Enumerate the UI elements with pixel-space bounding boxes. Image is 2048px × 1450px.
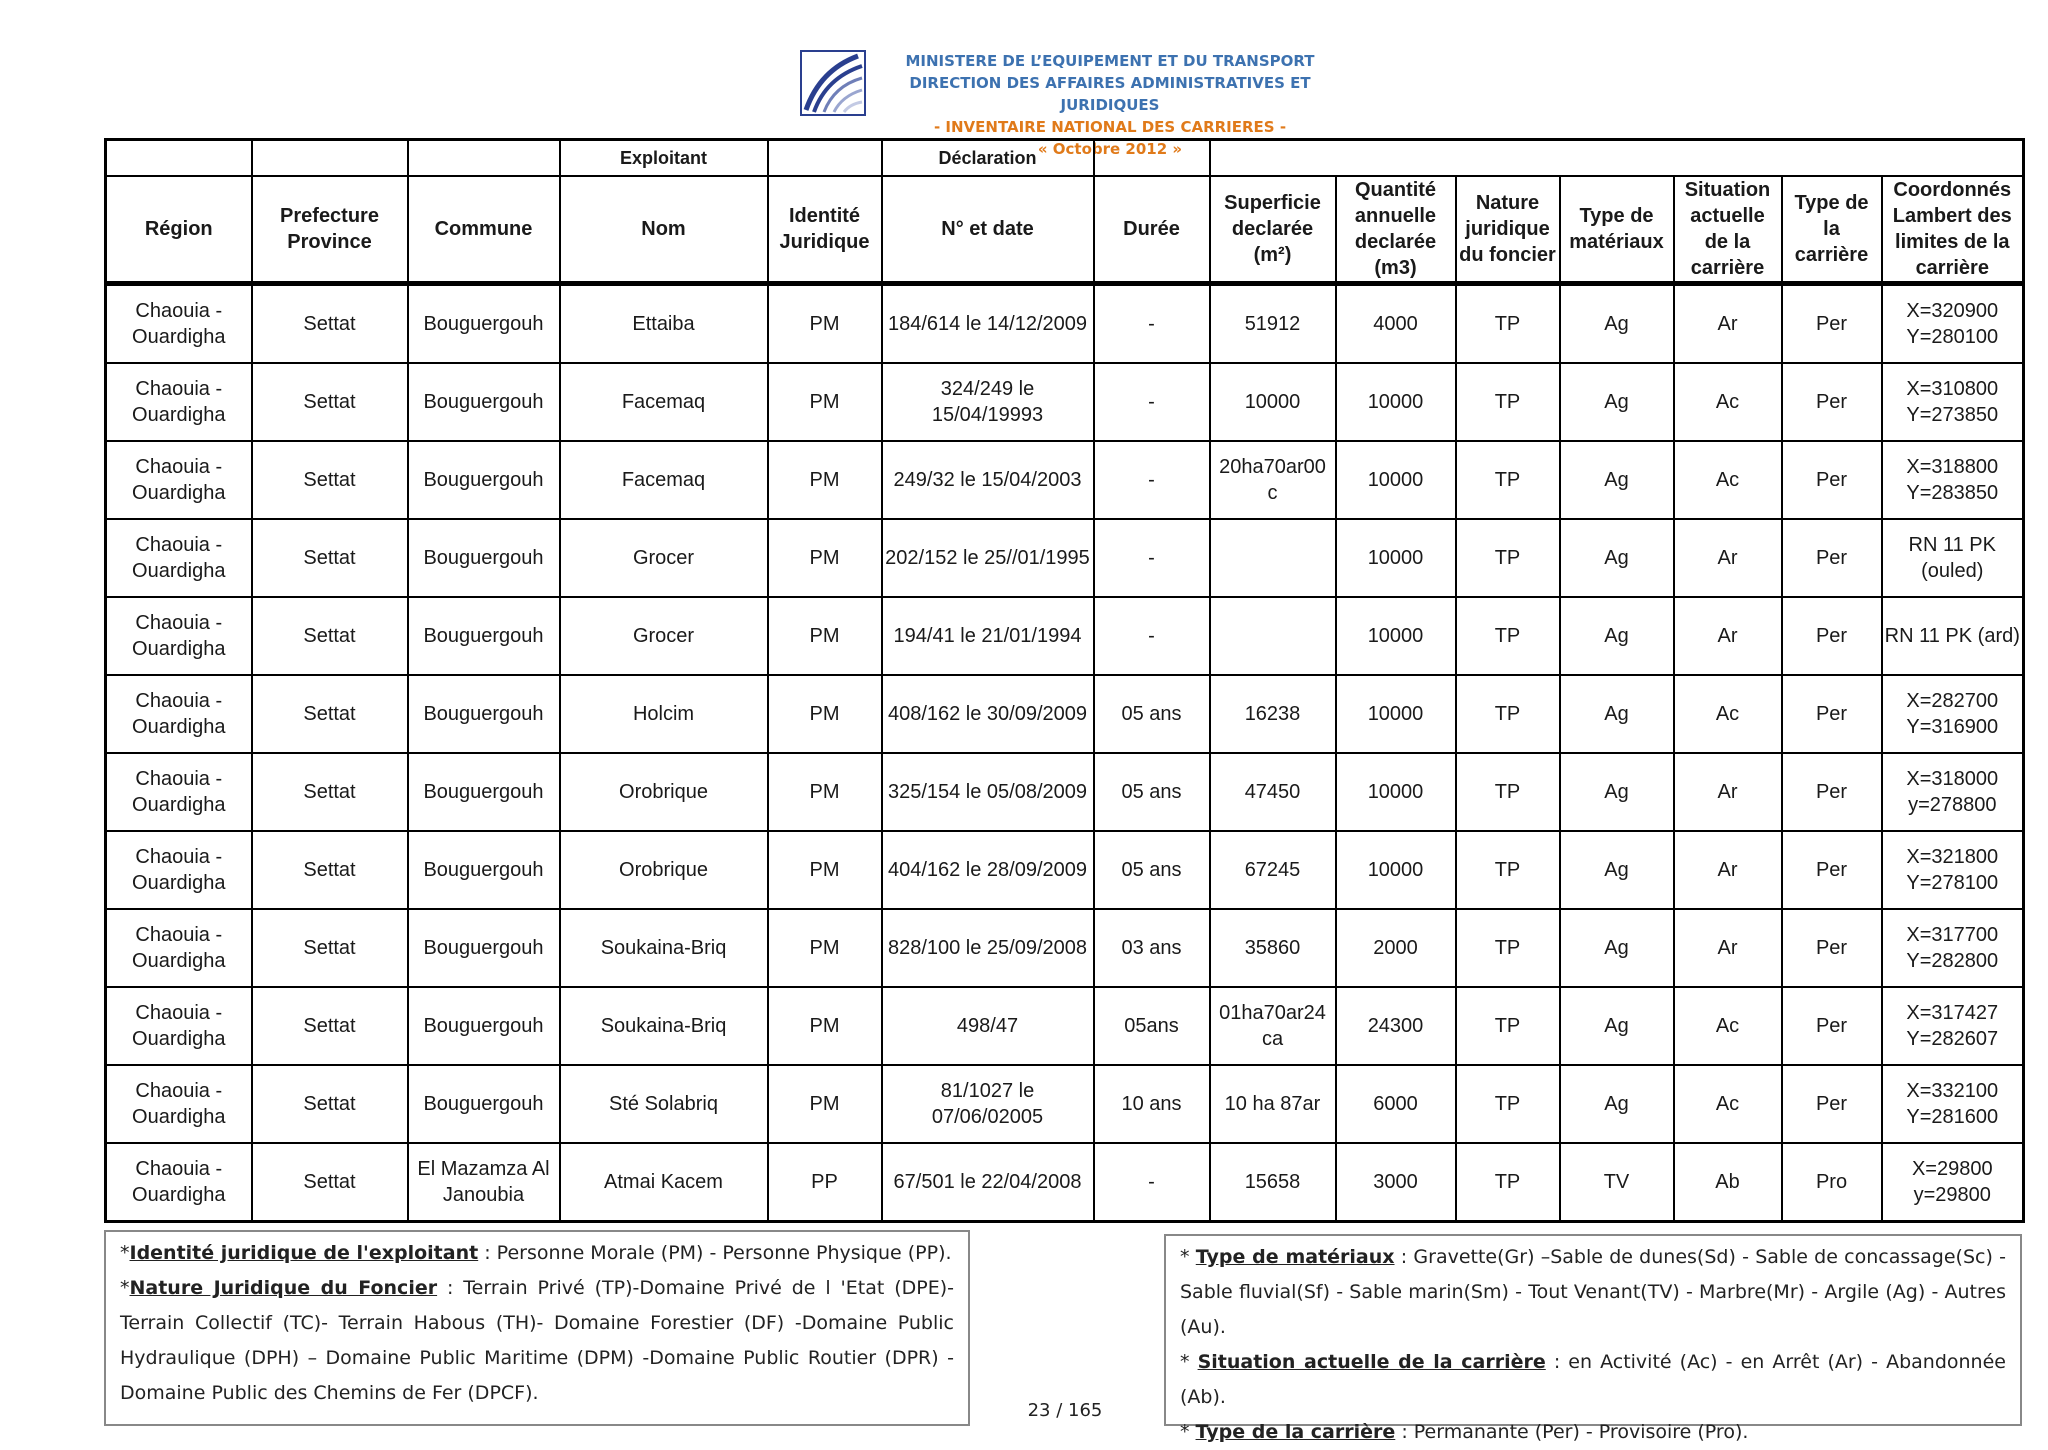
table-cell: TP: [1456, 363, 1560, 441]
table-cell: PP: [768, 1143, 882, 1222]
table-cell: Settat: [252, 1143, 408, 1222]
table-cell: 16238: [1210, 675, 1336, 753]
table-cell: Settat: [252, 284, 408, 364]
table-cell: Ettaiba: [560, 284, 768, 364]
table-cell: -: [1094, 441, 1210, 519]
table-cell: PM: [768, 831, 882, 909]
table-cell: Ac: [1674, 1065, 1782, 1143]
legend-type-title: Type de la carrière: [1195, 1421, 1396, 1443]
table-cell: Settat: [252, 441, 408, 519]
table-row: [106, 987, 2024, 1065]
table-cell: PM: [768, 987, 882, 1065]
table-row: [106, 1143, 2024, 1222]
page-number: 23 / 165: [1027, 1400, 1103, 1421]
table-cell: X=29800 y=29800: [1882, 1143, 2024, 1222]
table-cell: -: [1094, 597, 1210, 675]
table-row: [106, 1065, 2024, 1143]
table-cell: Bouguergouh: [408, 675, 560, 753]
header-line-date: « Octobre 2012 »: [1037, 140, 1183, 158]
table-cell: Bouguergouh: [408, 441, 560, 519]
column-header: Commune: [408, 176, 560, 284]
table-cell: Settat: [252, 909, 408, 987]
table-cell: 51912: [1210, 284, 1336, 364]
column-header: Coordonnés Lambert des limites de la carrière: [1882, 176, 2024, 284]
table-cell: 10000: [1336, 831, 1456, 909]
table-cell: PM: [768, 519, 882, 597]
table-cell: PM: [768, 675, 882, 753]
table-cell: Atmai Kacem: [560, 1143, 768, 1222]
table-cell: Ag: [1560, 831, 1674, 909]
table-cell: 10000: [1336, 363, 1456, 441]
table-cell: -: [1094, 284, 1210, 364]
table-cell: Ag: [1560, 284, 1674, 364]
table-cell: 184/614 le 14/12/2009: [882, 284, 1094, 364]
legend-type-text: : Permanante (Per) - Provisoire (Pro).: [1395, 1421, 1749, 1443]
table-row: [106, 363, 2024, 441]
table-row: [106, 597, 2024, 675]
table-cell: Ag: [1560, 753, 1674, 831]
table-cell: 202/152 le 25//01/1995: [882, 519, 1094, 597]
legend-nature-title: Nature Juridique du Foncier: [129, 1277, 438, 1299]
table-cell: X=321800 Y=278100: [1882, 831, 2024, 909]
table-cell: 324/249 le 15/04/19993: [882, 363, 1094, 441]
column-header: Situation actuelle de la carrière: [1674, 176, 1782, 284]
table-cell: Per: [1782, 363, 1882, 441]
table-cell: 67/501 le 22/04/2008: [882, 1143, 1094, 1222]
table-cell: Ar: [1674, 519, 1782, 597]
table-cell: X=282700 Y=316900: [1882, 675, 2024, 753]
table-cell: 20ha70ar00 c: [1210, 441, 1336, 519]
column-header: Région: [106, 176, 252, 284]
legend-identite-title: Identité juridique de l'exploitant: [129, 1242, 479, 1264]
table-cell: PM: [768, 441, 882, 519]
table-cell: -: [1094, 363, 1210, 441]
legend-right: [1164, 1234, 2022, 1443]
table-cell: X=318800 Y=283850: [1882, 441, 2024, 519]
table-cell: 10 ans: [1094, 1065, 1210, 1143]
table-row: [106, 284, 2024, 364]
table-cell: Per: [1782, 909, 1882, 987]
table-cell: Orobrique: [560, 831, 768, 909]
table-row: [106, 909, 2024, 987]
table-cell: PM: [768, 363, 882, 441]
table-cell: El Mazamza Al Janoubia: [408, 1143, 560, 1222]
table-cell: TP: [1456, 1143, 1560, 1222]
table-cell: 325/154 le 05/08/2009: [882, 753, 1094, 831]
group-header-exploitant: Exploitant: [560, 140, 768, 177]
table-cell: 67245: [1210, 831, 1336, 909]
header-line-inventory: - INVENTAIRE NATIONAL DES CARRIERES -: [933, 118, 1287, 136]
table-row: [106, 519, 2024, 597]
table-cell: Ac: [1674, 675, 1782, 753]
table-cell: X=320900 Y=280100: [1882, 284, 2024, 364]
column-header: Nature juridique du foncier: [1456, 176, 1560, 284]
table-cell: TP: [1456, 441, 1560, 519]
table-cell: Pro: [1782, 1143, 1882, 1222]
ministry-logo-icon: [800, 50, 866, 116]
table-cell: Chaouia - Ouardigha: [106, 363, 252, 441]
table-cell: Ac: [1674, 987, 1782, 1065]
table-cell: TP: [1456, 753, 1560, 831]
table-cell: 35860: [1210, 909, 1336, 987]
table-cell: 10000: [1336, 675, 1456, 753]
table-cell: RN 11 PK (ard): [1882, 597, 2024, 675]
table-cell: Ag: [1560, 441, 1674, 519]
quarry-inventory-table: [104, 138, 2025, 1223]
table-cell: Ar: [1674, 831, 1782, 909]
table-cell: TP: [1456, 284, 1560, 364]
table-cell: Per: [1782, 519, 1882, 597]
table-cell: 498/47: [882, 987, 1094, 1065]
column-header: Identité Juridique: [768, 176, 882, 284]
table-cell: PM: [768, 284, 882, 364]
table-cell: 828/100 le 25/09/2008: [882, 909, 1094, 987]
legend-situation: * Situation actuelle de la carrière : en Activité (Ac) - en Arrêt (Ar) - Abandonnée (Ab).: [1180, 1351, 2006, 1408]
legend-type: * Type de la carrière : Permanante (Per) - Provisoire (Pro).: [1180, 1421, 1749, 1443]
table-cell: Ag: [1560, 987, 1674, 1065]
column-header: N° et date: [882, 176, 1094, 284]
table-cell: Ar: [1674, 909, 1782, 987]
table-cell: Settat: [252, 675, 408, 753]
table-cell: Bouguergouh: [408, 987, 560, 1065]
group-header-declaration: Déclaration: [882, 140, 1094, 177]
table-cell: Sté Solabriq: [560, 1065, 768, 1143]
table-cell: -: [1094, 1143, 1210, 1222]
table-cell: X=318000 y=278800: [1882, 753, 2024, 831]
column-header: Quantité annuelle declarée (m3): [1336, 176, 1456, 284]
table-cell: Chaouia - Ouardigha: [106, 909, 252, 987]
table-cell: Settat: [252, 987, 408, 1065]
table-cell: X=317427 Y=282607: [1882, 987, 2024, 1065]
column-header: Type de la carrière: [1782, 176, 1882, 284]
table-row: [106, 675, 2024, 753]
table-cell: Chaouia - Ouardigha: [106, 1143, 252, 1222]
table-cell: Per: [1782, 1065, 1882, 1143]
table-row: [106, 753, 2024, 831]
table-cell: Ar: [1674, 597, 1782, 675]
table-cell: Orobrique: [560, 753, 768, 831]
table-cell: Per: [1782, 284, 1882, 364]
table-cell: Bouguergouh: [408, 831, 560, 909]
table-cell: 2000: [1336, 909, 1456, 987]
legend-materiaux-text: : Gravette(Gr) –Sable de dunes(Sd) - Sable de concassage(Sc) - Sable fluvial(Sf) - Sable marin(Sm) - Tout Venant(TV) - Marbre(Mr) - Argile (Ag) - Autres (Au).: [1180, 1246, 2006, 1338]
legend-materiaux: * Type de matériaux : Gravette(Gr) –Sable de dunes(Sd) - Sable de concassage(Sc) - Sable fluvial(Sf) - Sable marin(Sm) - Tout Venant(TV) - Marbre(Mr) - Argile (Ag) - Autres (Au).: [1180, 1246, 2006, 1338]
table-cell: Chaouia - Ouardigha: [106, 753, 252, 831]
table-cell: PM: [768, 909, 882, 987]
header-line-direction: DIRECTION DES AFFAIRES ADMINISTRATIVES ET JURIDIQUES: [909, 74, 1311, 114]
table-cell: Chaouia - Ouardigha: [106, 1065, 252, 1143]
table-cell: 15658: [1210, 1143, 1336, 1222]
table-cell: Bouguergouh: [408, 363, 560, 441]
table-cell: Facemaq: [560, 441, 768, 519]
table-cell: 10000: [1336, 441, 1456, 519]
table-cell: Ab: [1674, 1143, 1782, 1222]
table-cell: Soukaina-Briq: [560, 987, 768, 1065]
table-cell: 01ha70ar24 ca: [1210, 987, 1336, 1065]
column-header: Nom: [560, 176, 768, 284]
table-cell: 03 ans: [1094, 909, 1210, 987]
table-cell: Bouguergouh: [408, 597, 560, 675]
table-cell: TP: [1456, 675, 1560, 753]
table-cell: Ag: [1560, 519, 1674, 597]
table-cell: Chaouia - Ouardigha: [106, 519, 252, 597]
table-cell: [1210, 597, 1336, 675]
table-cell: 4000: [1336, 284, 1456, 364]
column-header: Type de matériaux: [1560, 176, 1674, 284]
column-header: Durée: [1094, 176, 1210, 284]
column-header: Superficie declarée (m²): [1210, 176, 1336, 284]
table-cell: Chaouia - Ouardigha: [106, 987, 252, 1065]
legend-left: [104, 1230, 970, 1426]
table-cell: Settat: [252, 831, 408, 909]
table-cell: Settat: [252, 753, 408, 831]
table-cell: 24300: [1336, 987, 1456, 1065]
table-body: [106, 284, 2024, 1222]
table-cell: Holcim: [560, 675, 768, 753]
table-cell: PM: [768, 597, 882, 675]
table-cell: 10000: [1336, 597, 1456, 675]
table-cell: Grocer: [560, 519, 768, 597]
table-cell: 10000: [1336, 519, 1456, 597]
table-cell: PM: [768, 753, 882, 831]
legend-nature: *Nature Juridique du Foncier : Terrain Privé (TP)-Domaine Privé de l 'Etat (DPE)- Terrain Collectif (TC)- Terrain Habous (TH)- Domaine Forestier (DF) -Domaine Public Hydraulique (DPH) – Domaine Public Maritime (DPM) -Domaine Public Routier (DPR) - Domaine Public des Chemins de Fer (DPCF).: [120, 1277, 955, 1404]
table-cell: TP: [1456, 831, 1560, 909]
table-cell: TV: [1560, 1143, 1674, 1222]
table-cell: Chaouia - Ouardigha: [106, 284, 252, 364]
table-cell: Ag: [1560, 363, 1674, 441]
table-cell: 249/32 le 15/04/2003: [882, 441, 1094, 519]
table-cell: Bouguergouh: [408, 753, 560, 831]
column-header-row: [106, 176, 2024, 284]
header-line-ministry: MINISTERE DE L’EQUIPEMENT ET DU TRANSPORT: [905, 52, 1315, 70]
table-cell: Per: [1782, 831, 1882, 909]
table-cell: Ag: [1560, 597, 1674, 675]
legend-situation-title: Situation actuelle de la carrière: [1197, 1351, 1546, 1373]
table-cell: Ag: [1560, 1065, 1674, 1143]
table-cell: Facemaq: [560, 363, 768, 441]
table-cell: Ac: [1674, 441, 1782, 519]
table-cell: 05 ans: [1094, 675, 1210, 753]
table-cell: Settat: [252, 519, 408, 597]
table-cell: Per: [1782, 675, 1882, 753]
table-cell: Ag: [1560, 675, 1674, 753]
table-cell: Bouguergouh: [408, 284, 560, 364]
legend-materiaux-title: Type de matériaux: [1195, 1246, 1395, 1268]
legend-identite: *Identité juridique de l'exploitant : Personne Morale (PM) - Personne Physique (PP).: [120, 1242, 952, 1264]
group-header-row: [106, 140, 2024, 177]
table-cell: 81/1027 le 07/06/02005: [882, 1065, 1094, 1143]
table-cell: 05 ans: [1094, 831, 1210, 909]
table-cell: -: [1094, 519, 1210, 597]
table-cell: Bouguergouh: [408, 909, 560, 987]
table-cell: Grocer: [560, 597, 768, 675]
table-cell: Ag: [1560, 909, 1674, 987]
table-cell: 404/162 le 28/09/2009: [882, 831, 1094, 909]
table-cell: Chaouia - Ouardigha: [106, 441, 252, 519]
table-cell: Bouguergouh: [408, 1065, 560, 1143]
table-cell: 10000: [1336, 753, 1456, 831]
table-cell: Soukaina-Briq: [560, 909, 768, 987]
table-cell: Settat: [252, 363, 408, 441]
table-cell: 10000: [1210, 363, 1336, 441]
table-cell: TP: [1456, 519, 1560, 597]
table-cell: RN 11 PK (ouled): [1882, 519, 2024, 597]
table-cell: X=317700 Y=282800: [1882, 909, 2024, 987]
legend-nature-text: : Terrain Privé (TP)-Domaine Privé de l 'Etat (DPE)- Terrain Collectif (TC)- Terrain Habous (TH)- Domaine Forestier (DF) -Domaine Public Hydraulique (DPH) – Domaine Public Maritime (DPM) -Domaine Public Routier (DPR) - Domaine Public des Chemins de Fer (DPCF).: [120, 1277, 955, 1404]
table-cell: 10 ha 87ar: [1210, 1065, 1336, 1143]
table-cell: X=332100 Y=281600: [1882, 1065, 2024, 1143]
table-cell: TP: [1456, 909, 1560, 987]
table-cell: 408/162 le 30/09/2009: [882, 675, 1094, 753]
table-cell: Per: [1782, 597, 1882, 675]
table-cell: Per: [1782, 441, 1882, 519]
legend-identite-text: : Personne Morale (PM) - Personne Physique (PP).: [478, 1242, 952, 1264]
table-cell: Settat: [252, 1065, 408, 1143]
table-cell: [1210, 519, 1336, 597]
table-cell: Ar: [1674, 753, 1782, 831]
table-cell: 6000: [1336, 1065, 1456, 1143]
table-cell: Ac: [1674, 363, 1782, 441]
table-cell: X=310800 Y=273850: [1882, 363, 2024, 441]
table-cell: Per: [1782, 753, 1882, 831]
table-cell: 194/41 le 21/01/1994: [882, 597, 1094, 675]
table-cell: 05 ans: [1094, 753, 1210, 831]
table-cell: TP: [1456, 597, 1560, 675]
table-cell: Chaouia - Ouardigha: [106, 675, 252, 753]
table-cell: TP: [1456, 987, 1560, 1065]
table-cell: PM: [768, 1065, 882, 1143]
legend-situation-text: : en Activité (Ac) - en Arrêt (Ar) - Abandonnée (Ab).: [1180, 1351, 2006, 1408]
table-cell: TP: [1456, 1065, 1560, 1143]
table-cell: Per: [1782, 987, 1882, 1065]
table-cell: Ar: [1674, 284, 1782, 364]
table-cell: Chaouia - Ouardigha: [106, 597, 252, 675]
table-cell: 05ans: [1094, 987, 1210, 1065]
table-row: [106, 831, 2024, 909]
table-cell: Settat: [252, 597, 408, 675]
table-cell: Chaouia - Ouardigha: [106, 831, 252, 909]
table-cell: Bouguergouh: [408, 519, 560, 597]
column-header: Prefecture Province: [252, 176, 408, 284]
table-cell: 3000: [1336, 1143, 1456, 1222]
table-row: [106, 441, 2024, 519]
table-cell: 47450: [1210, 753, 1336, 831]
